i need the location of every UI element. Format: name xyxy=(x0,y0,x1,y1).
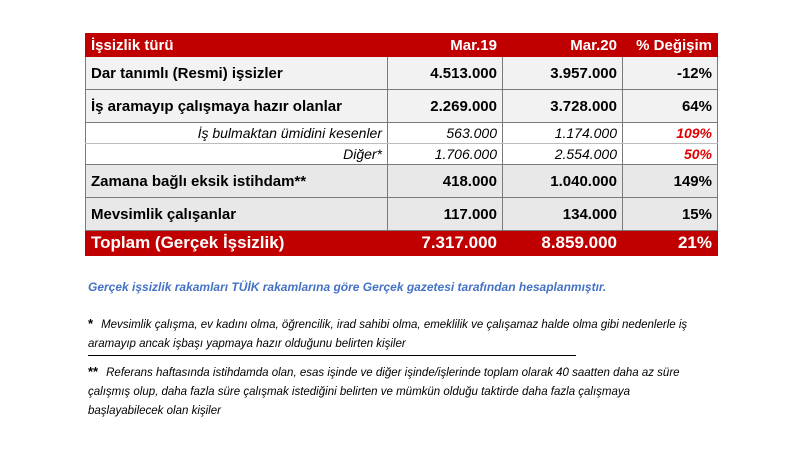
table-subrow xyxy=(86,123,718,144)
header-change: % Değişim xyxy=(623,34,718,57)
row-change: 64% xyxy=(623,90,718,123)
row-mar20: 1.040.000 xyxy=(503,165,623,198)
row-label: Zamana bağlı eksik istihdam** xyxy=(86,165,388,198)
footnote-1-mark: * xyxy=(88,316,94,331)
subrow-label: Diğer* xyxy=(86,144,388,165)
row-label: İş aramayıp çalışmaya hazır olanlar xyxy=(86,90,388,123)
table-row xyxy=(86,57,718,90)
table-header-row xyxy=(86,34,718,57)
header-mar20: Mar.20 xyxy=(503,34,623,57)
row-mar20: 134.000 xyxy=(503,198,623,231)
row-mar20: 3.728.000 xyxy=(503,90,623,123)
table-subrow xyxy=(86,144,718,165)
total-change: 21% xyxy=(623,231,718,256)
row-mar20: 3.957.000 xyxy=(503,57,623,90)
table-row xyxy=(86,90,718,123)
footnote-2-text: Referans haftasında istihdamda olan, esas işinde ve diğer işinde/işlerinde toplam olarak 40 saatten daha az süre çalışmış olup, daha fazla süre çalışmak istediğini belirten ve mümkün olduğu taktirde daha fazla çalışmaya başlayabilecek olan kişiler xyxy=(88,367,680,417)
footnote-2-mark: ** xyxy=(88,364,99,379)
subrow-change: 109% xyxy=(623,123,718,144)
table-row xyxy=(86,165,718,198)
subrow-change: 50% xyxy=(623,144,718,165)
row-label: Mevsimlik çalışanlar xyxy=(86,198,388,231)
footnote-divider xyxy=(88,355,576,356)
row-mar19: 2.269.000 xyxy=(388,90,503,123)
subrow-mar19: 1.706.000 xyxy=(388,144,503,165)
total-row xyxy=(86,231,718,256)
row-change: 15% xyxy=(623,198,718,231)
footnote-1 xyxy=(88,314,708,354)
source-note: Gerçek işsizlik rakamları TÜİK rakamlarına göre Gerçek gazetesi tarafından hesaplanmıştır. xyxy=(88,280,607,294)
subrow-mar19: 563.000 xyxy=(388,123,503,144)
header-mar19: Mar.19 xyxy=(388,34,503,57)
row-change: -12% xyxy=(623,57,718,90)
header-type: İşsizlik türü xyxy=(86,34,388,57)
row-mar19: 117.000 xyxy=(388,198,503,231)
unemployment-table xyxy=(85,33,718,256)
subrow-mar20: 2.554.000 xyxy=(503,144,623,165)
row-change: 149% xyxy=(623,165,718,198)
row-label: Dar tanımlı (Resmi) işsizler xyxy=(86,57,388,90)
subrow-label: İş bulmaktan ümidini kesenler xyxy=(86,123,388,144)
table-row xyxy=(86,198,718,231)
footnote-2 xyxy=(88,362,708,421)
row-mar19: 4.513.000 xyxy=(388,57,503,90)
total-mar19: 7.317.000 xyxy=(388,231,503,256)
footnote-1-text: Mevsimlik çalışma, ev kadını olma, öğrencilik, irad sahibi olma, emeklilik ve çalışamaz halde olma gibi nedenlerle iş aramayıp ancak işbaşı yapmaya hazır olduğunu belirten kişiler xyxy=(88,319,688,350)
total-mar20: 8.859.000 xyxy=(503,231,623,256)
row-mar19: 418.000 xyxy=(388,165,503,198)
subrow-mar20: 1.174.000 xyxy=(503,123,623,144)
total-label: Toplam (Gerçek İşsizlik) xyxy=(86,231,388,256)
